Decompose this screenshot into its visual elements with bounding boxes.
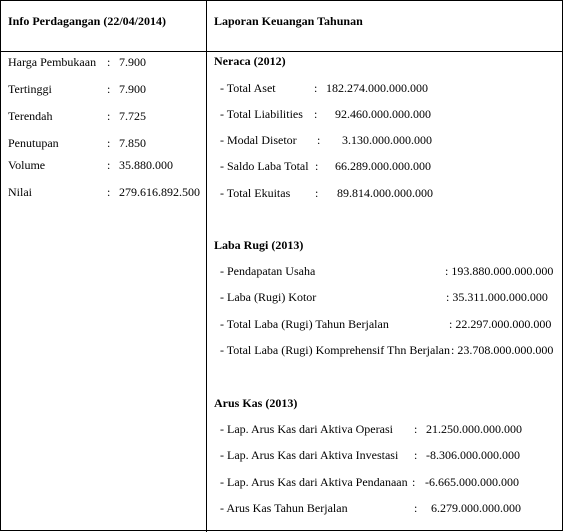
trading-colon: : (107, 136, 111, 150)
neraca-value: 66.289.000.000.000 (335, 159, 431, 173)
neraca-label: - Saldo Laba Total (220, 159, 309, 173)
arus-kas-title: Arus Kas (2013) (214, 396, 298, 410)
neraca-value: 3.130.000.000.000 (342, 133, 432, 147)
laba-rugi-label: - Laba (Rugi) Kotor (220, 290, 317, 304)
trading-value: 7.900 (119, 55, 146, 69)
neraca-colon: : (314, 81, 318, 95)
trading-colon: : (107, 109, 111, 123)
arus-kas-colon: : (414, 501, 418, 515)
laba-rugi-label: - Total Laba (Rugi) Komprehensif Thn Berjalan (220, 343, 450, 357)
neraca-title: Neraca (2012) (214, 54, 286, 68)
header-divider (1, 51, 563, 52)
neraca-colon: : (315, 186, 319, 200)
arus-kas-value: -6.665.000.000.000 (425, 475, 519, 489)
trading-value: 7.725 (119, 109, 146, 123)
arus-kas-colon: : (412, 475, 416, 489)
neraca-label: - Total Aset (220, 81, 276, 95)
trading-value: 279.616.892.500 (119, 185, 200, 199)
laba-rugi-label: - Pendapatan Usaha (220, 264, 316, 278)
neraca-colon: : (315, 159, 319, 173)
arus-kas-colon: : (414, 422, 418, 436)
trading-label: Nilai (8, 185, 32, 199)
laba-rugi-label: - Total Laba (Rugi) Tahun Berjalan (220, 317, 389, 331)
arus-kas-label: - Lap. Arus Kas dari Aktiva Operasi (220, 422, 393, 436)
arus-kas-colon: : (414, 448, 418, 462)
trading-label: Harga Pembukaan (8, 55, 97, 69)
trading-colon: : (107, 158, 111, 172)
laba-rugi-title: Laba Rugi (2013) (214, 238, 304, 252)
trading-colon: : (107, 82, 111, 96)
arus-kas-value: -8.306.000.000.000 (426, 448, 520, 462)
neraca-label: - Modal Disetor (220, 133, 297, 147)
laba-rugi-value: : 23.708.000.000.000 (451, 343, 554, 357)
trading-label: Tertinggi (8, 82, 52, 96)
neraca-colon: : (314, 107, 318, 121)
arus-kas-value: 21.250.000.000.000 (426, 422, 522, 436)
neraca-label: - Total Ekuitas (220, 186, 291, 200)
trading-label: Terendah (8, 109, 53, 123)
neraca-value: 182.274.000.000.000 (326, 81, 428, 95)
neraca-value: 92.460.000.000.000 (335, 107, 431, 121)
trading-value: 7.900 (119, 82, 146, 96)
neraca-colon: : (317, 133, 321, 147)
neraca-label: - Total Liabilities (220, 107, 303, 121)
neraca-value: 89.814.000.000.000 (337, 186, 433, 200)
trading-label: Penutupan (8, 136, 59, 150)
arus-kas-label: - Lap. Arus Kas dari Aktiva Pendanaan (220, 475, 408, 489)
trading-label: Volume (8, 158, 46, 172)
arus-kas-label: - Lap. Arus Kas dari Aktiva Investasi (220, 448, 399, 462)
arus-kas-label: - Arus Kas Tahun Berjalan (220, 501, 348, 515)
laba-rugi-value: : 22.297.000.000.000 (449, 317, 552, 331)
trading-value: 35.880.000 (119, 158, 173, 172)
trading-value: 7.850 (119, 136, 146, 150)
laba-rugi-value: : 35.311.000.000.000 (446, 290, 548, 304)
trading-colon: : (107, 185, 111, 199)
column-divider (206, 1, 207, 532)
laba-rugi-value: : 193.880.000.000.000 (445, 264, 554, 278)
arus-kas-value: 6.279.000.000.000 (431, 501, 521, 515)
trading-info-header: Info Perdagangan (22/04/2014) (8, 14, 167, 28)
trading-colon: : (107, 55, 111, 69)
annual-report-header: Laporan Keuangan Tahunan (214, 14, 363, 28)
